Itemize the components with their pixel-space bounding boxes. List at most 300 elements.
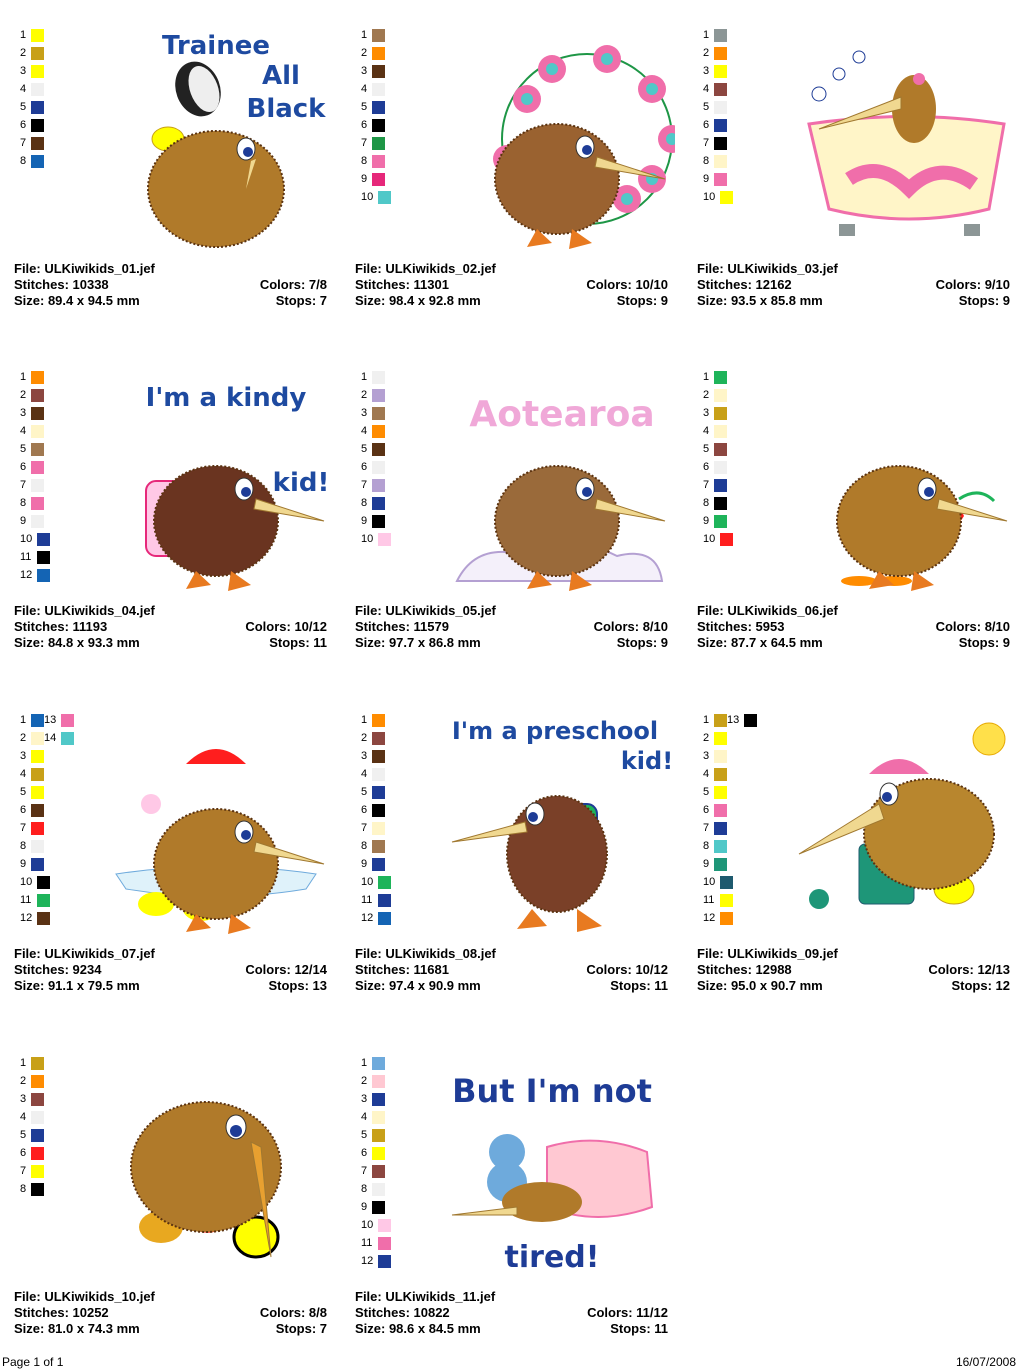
swatch-number: 9 [361,858,368,870]
color-swatch [703,83,727,96]
color-swatch [727,714,757,727]
swatch-number: 5 [361,101,368,113]
design-info [355,261,668,309]
stop-count: Stops: 11 [610,978,668,993]
color-count: Colors: 11/12 [587,1305,668,1320]
swatch-number: 1 [703,714,710,726]
design-size: Size: 81.0 x 74.3 mm [14,1321,140,1336]
design-text: Aotearoa [469,394,655,435]
design-size: Size: 93.5 x 85.8 mm [697,293,823,308]
swatch-color-box [372,65,385,78]
design-card [14,714,334,1014]
color-swatch [20,65,44,78]
swatch-number: 4 [361,83,368,95]
stop-count: Stops: 11 [610,1321,668,1336]
color-swatch [361,876,391,889]
swatch-color-box [31,65,44,78]
color-swatch [20,768,44,781]
color-swatch [703,894,733,907]
color-swatch [703,533,733,546]
kiwi-illustration [447,29,675,257]
swatch-color-box [31,389,44,402]
swatch-number: 7 [20,137,27,149]
color-swatch [361,1147,385,1160]
swatch-color-box [714,155,727,168]
stitch-count: Stitches: 10338 [14,277,109,292]
swatch-color-box [31,750,44,763]
color-swatch [361,101,385,114]
file-name: File: ULKiwikids_11.jef [355,1289,496,1304]
swatch-number: 10 [703,876,716,888]
swatch-color-box [31,443,44,456]
kiwi-illustration [106,714,334,942]
color-swatch [703,173,727,186]
color-swatch [703,407,727,420]
design-size: Size: 97.4 x 90.9 mm [355,978,481,993]
color-count: Colors: 7/8 [259,277,327,292]
color-swatch [20,804,44,817]
swatch-color-box [372,1111,385,1124]
kiwi-illustration [789,371,1017,599]
swatch-color-box [372,1129,385,1142]
swatch-number: 12 [361,912,374,924]
color-swatch [361,65,385,78]
swatch-number: 3 [20,1093,27,1105]
swatch-number: 9 [703,858,710,870]
color-count: Colors: 9/10 [935,277,1010,292]
color-swatch [703,804,727,817]
stop-count: Stops: 9 [616,293,668,308]
swatch-color-box [372,1201,385,1214]
swatch-number: 3 [361,65,368,77]
color-swatch [20,551,50,564]
swatch-number: 6 [20,119,27,131]
swatch-color-box [378,876,391,889]
swatch-number: 4 [20,768,27,780]
swatch-number: 7 [361,822,368,834]
kiwi-illustration [789,714,1017,942]
kiwi-illustration [447,714,675,942]
swatch-number: 5 [703,786,710,798]
swatch-color-box [372,840,385,853]
swatch-color-box [37,569,50,582]
design-card [14,1057,334,1357]
design-preview-image [106,29,334,257]
stitch-count: Stitches: 9234 [14,962,102,977]
swatch-number: 6 [20,1147,27,1159]
swatch-color-box [31,461,44,474]
color-swatch [361,461,385,474]
design-preview-image [447,371,675,599]
design-info [697,261,1010,309]
color-swatch [361,732,385,745]
swatch-color-box [378,912,391,925]
color-swatch [703,714,727,727]
color-swatch [361,1165,385,1178]
swatch-color-box [372,515,385,528]
color-swatch [361,822,385,835]
swatch-color-box [372,101,385,114]
swatch-number: 8 [20,155,27,167]
swatch-number: 9 [361,515,368,527]
color-swatch [361,1057,385,1070]
color-swatch [20,29,44,42]
color-swatch [20,425,44,438]
swatch-number: 3 [20,750,27,762]
color-swatch [703,155,727,168]
swatch-color-box [714,173,727,186]
swatch-number: 7 [703,479,710,491]
design-info [355,946,668,994]
swatch-number: 9 [703,173,710,185]
swatch-color-box [372,1183,385,1196]
design-text: But I'm not [452,1072,652,1110]
swatch-number: 11 [361,894,373,906]
swatch-number: 7 [361,137,368,149]
swatch-color-box [372,173,385,186]
design-preview-image [447,714,675,942]
file-name: File: ULKiwikids_01.jef [14,261,155,276]
design-preview-image [106,714,334,942]
swatch-number: 11 [361,1237,373,1249]
swatch-color-box [714,714,727,727]
design-size: Size: 89.4 x 94.5 mm [14,293,140,308]
design-info [14,603,327,651]
color-swatch [44,732,74,745]
swatch-color-box [31,1111,44,1124]
color-swatch [361,425,385,438]
swatch-number: 2 [361,47,368,59]
swatch-number: 3 [361,407,368,419]
stitch-count: Stitches: 12162 [697,277,792,292]
swatch-number: 5 [361,443,368,455]
swatch-number: 14 [44,732,57,744]
swatch-color-box [372,1093,385,1106]
swatch-color-box [378,1237,391,1250]
swatch-color-box [372,750,385,763]
swatch-number: 5 [20,443,27,455]
color-swatch [361,479,385,492]
swatch-number: 6 [703,119,710,131]
color-swatch [361,1237,391,1250]
swatch-color-box [37,912,50,925]
swatch-color-box [720,912,733,925]
color-swatch [20,1183,44,1196]
swatch-number: 10 [361,191,374,203]
swatch-number: 2 [703,389,710,401]
swatch-number: 4 [703,425,710,437]
color-swatch [361,515,385,528]
swatch-number: 12 [361,1255,374,1267]
swatch-number: 3 [703,407,710,419]
swatch-color-box [714,479,727,492]
color-swatch [703,786,727,799]
swatch-number: 12 [20,912,33,924]
swatch-color-box [372,137,385,150]
design-info [14,1289,327,1337]
swatch-number: 1 [361,371,368,383]
swatch-color-box [714,119,727,132]
swatch-number: 7 [703,822,710,834]
swatch-color-box [372,479,385,492]
color-swatch [361,1075,385,1088]
swatch-number: 7 [361,1165,368,1177]
color-swatch [361,155,385,168]
color-swatch [361,1201,385,1214]
swatch-number: 3 [361,1093,368,1105]
page-number: Page 1 of 1 [2,1355,64,1369]
color-swatch [20,786,44,799]
swatch-number: 4 [361,768,368,780]
swatch-color-box [31,497,44,510]
swatch-color-box [37,533,50,546]
swatch-number: 6 [20,804,27,816]
design-info [697,946,1010,994]
swatch-number: 9 [20,858,27,870]
swatch-color-box [714,371,727,384]
color-swatch [20,569,50,582]
swatch-color-box [372,497,385,510]
design-info [355,1289,668,1337]
color-swatch [703,497,727,510]
swatch-color-box [714,389,727,402]
swatch-number: 9 [20,515,27,527]
color-swatch [20,840,44,853]
stop-count: Stops: 12 [951,978,1010,993]
swatch-number: 10 [20,533,33,545]
swatch-color-box [720,191,733,204]
swatch-color-box [714,515,727,528]
swatch-number: 8 [20,840,27,852]
stitch-count: Stitches: 11579 [355,619,449,634]
swatch-color-box [378,894,391,907]
swatch-number: 7 [361,479,368,491]
swatch-number: 8 [703,497,710,509]
design-preview-image [789,714,1017,942]
swatch-number: 6 [361,804,368,816]
swatch-number: 6 [703,804,710,816]
swatch-color-box [31,371,44,384]
stop-count: Stops: 9 [958,293,1010,308]
color-swatch [361,894,391,907]
design-size: Size: 84.8 x 93.3 mm [14,635,140,650]
swatch-color-box [31,1093,44,1106]
swatch-number: 1 [703,371,710,383]
design-size: Size: 87.7 x 64.5 mm [697,635,823,650]
swatch-number: 1 [20,714,27,726]
color-swatch [703,389,727,402]
swatch-number: 10 [703,191,716,203]
color-swatch [703,425,727,438]
stop-count: Stops: 9 [616,635,668,650]
swatch-color-box [31,101,44,114]
swatch-color-box [378,1219,391,1232]
color-swatch [20,1165,44,1178]
color-swatch [703,371,727,384]
swatch-number: 5 [703,443,710,455]
swatch-number: 2 [20,389,27,401]
design-text: I'm a preschool [451,717,659,745]
swatch-color-box [31,732,44,745]
color-count: Colors: 10/12 [586,962,668,977]
design-text: I'm a kindy [145,383,307,413]
swatch-color-box [31,804,44,817]
swatch-number: 2 [361,389,368,401]
swatch-number: 5 [361,786,368,798]
swatch-number: 2 [361,732,368,744]
swatch-color-box [31,1147,44,1160]
swatch-color-box [714,443,727,456]
design-info [697,603,1010,651]
swatch-number: 8 [703,155,710,167]
design-card [355,714,675,1014]
color-count: Colors: 8/8 [259,1305,327,1320]
design-text: kid! [272,468,330,498]
swatch-color-box [31,714,44,727]
color-swatch [361,1129,385,1142]
swatch-number: 8 [361,840,368,852]
design-text: All [262,61,300,91]
swatch-color-box [31,1183,44,1196]
color-swatch [20,876,50,889]
color-swatch [20,533,50,546]
color-swatch [703,750,727,763]
stitch-count: Stitches: 11681 [355,962,449,977]
swatch-number: 12 [20,569,33,581]
color-swatch [703,732,727,745]
color-swatch [20,155,44,168]
swatch-color-box [714,29,727,42]
swatch-number: 8 [703,840,710,852]
swatch-number: 6 [20,461,27,473]
swatch-number: 5 [20,1129,27,1141]
swatch-color-box [31,479,44,492]
swatch-number: 8 [20,497,27,509]
color-swatch [703,119,727,132]
design-card [14,29,334,329]
swatch-number: 4 [361,425,368,437]
swatch-number: 6 [361,1147,368,1159]
color-swatch [20,389,44,402]
design-size: Size: 98.4 x 92.8 mm [355,293,481,308]
design-card [355,371,675,671]
design-text: tired! [504,1240,600,1275]
color-swatch [361,371,385,384]
color-swatch [20,1075,44,1088]
swatch-number: 1 [20,371,27,383]
stitch-count: Stitches: 12988 [697,962,792,977]
color-swatch [20,822,44,835]
color-swatch [703,65,727,78]
color-swatch [20,750,44,763]
color-count: Colors: 12/14 [245,962,327,977]
swatch-number: 9 [361,1201,368,1213]
color-swatch [361,191,391,204]
swatch-number: 1 [361,1057,368,1069]
color-count: Colors: 8/10 [935,619,1010,634]
stitch-count: Stitches: 11301 [355,277,449,292]
design-card [14,371,334,671]
file-name: File: ULKiwikids_10.jef [14,1289,155,1304]
color-swatch [20,443,44,456]
color-swatch [20,714,44,727]
design-size: Size: 91.1 x 79.5 mm [14,978,140,993]
swatch-color-box [37,551,50,564]
swatch-color-box [372,29,385,42]
swatch-color-box [31,29,44,42]
design-text: Black [246,94,326,124]
color-swatch [361,714,385,727]
swatch-color-box [714,858,727,871]
swatch-color-box [714,750,727,763]
swatch-color-box [372,83,385,96]
swatch-number: 2 [703,47,710,59]
swatch-number: 13 [44,714,57,726]
swatch-color-box [372,1057,385,1070]
swatch-color-box [378,533,391,546]
color-swatch [361,804,385,817]
swatch-number: 10 [361,533,374,545]
color-swatch [20,461,44,474]
swatch-number: 7 [20,479,27,491]
kiwi-illustration [789,29,1017,257]
swatch-color-box [31,47,44,60]
swatch-number: 8 [361,1183,368,1195]
swatch-color-box [372,1165,385,1178]
swatch-color-box [372,714,385,727]
color-swatch [361,407,385,420]
stitch-count: Stitches: 10252 [14,1305,109,1320]
kiwi-illustration [106,1057,334,1285]
color-swatch [361,1183,385,1196]
color-count: Colors: 10/12 [245,619,327,634]
color-swatch [361,1111,385,1124]
design-card [355,1057,675,1357]
swatch-color-box [744,714,757,727]
color-swatch [44,714,74,727]
print-date: 16/07/2008 [955,1355,1016,1369]
color-count: Colors: 8/10 [593,619,668,634]
swatch-number: 7 [703,137,710,149]
swatch-color-box [378,1255,391,1268]
color-swatch [20,83,44,96]
color-swatch [703,479,727,492]
color-swatch [20,912,50,925]
color-swatch [703,47,727,60]
file-name: File: ULKiwikids_05.jef [355,603,496,618]
swatch-color-box [714,137,727,150]
swatch-color-box [31,137,44,150]
swatch-color-box [372,768,385,781]
swatch-number: 2 [20,732,27,744]
swatch-number: 5 [20,786,27,798]
swatch-color-box [372,389,385,402]
color-swatch [361,786,385,799]
color-swatch [703,137,727,150]
color-swatch [361,137,385,150]
swatch-number: 10 [20,876,33,888]
swatch-number: 4 [703,83,710,95]
file-name: File: ULKiwikids_02.jef [355,261,496,276]
design-text: Trainee [162,31,270,61]
design-preview-image [789,371,1017,599]
swatch-color-box [372,732,385,745]
color-swatch [361,750,385,763]
swatch-color-box [372,119,385,132]
file-name: File: ULKiwikids_03.jef [697,261,838,276]
swatch-number: 2 [361,1075,368,1087]
swatch-color-box [372,443,385,456]
